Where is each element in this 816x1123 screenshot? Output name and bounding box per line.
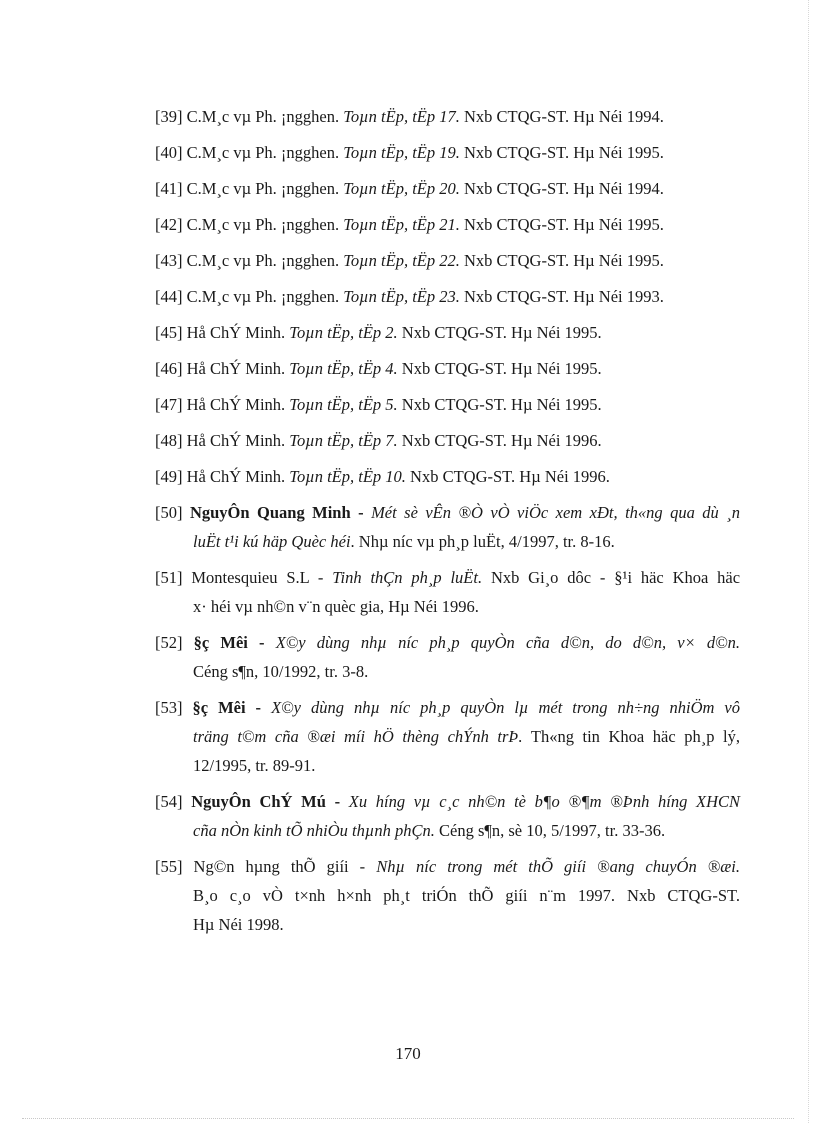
reference-item xyxy=(155,246,740,282)
reference-title: Toµn tËp, tËp 19. xyxy=(343,143,460,162)
reference-author: Ng©n hµng thÕ giíi - xyxy=(193,857,366,876)
reference-author: Hå ChÝ Minh. xyxy=(186,323,286,342)
reference-author: C.M¸c vµ Ph. ¡ngghen. xyxy=(186,143,340,162)
reference-publisher: Th«ng tin Khoa häc ph¸p lý, xyxy=(530,727,740,746)
reference-title: Toµn tËp, tËp 21. xyxy=(343,215,460,234)
reference-number: [46] xyxy=(155,359,183,378)
reference-item xyxy=(155,102,740,138)
reference-title: Toµn tËp, tËp 7. xyxy=(289,431,398,450)
reference-publisher: Céng s¶n, sè 10, 5/1997, tr. 33-36. xyxy=(439,821,666,840)
reference-author: §ç Mêi - xyxy=(192,698,262,717)
reference-number: [53] xyxy=(155,698,183,717)
reference-number: [52] xyxy=(155,633,183,652)
reference-publisher: . Nhµ níc vµ ph¸p luËt, 4/1997, tr. 8-16. xyxy=(350,532,615,551)
reference-author: NguyÔn Quang Minh - xyxy=(189,503,364,522)
reference-line xyxy=(155,628,740,657)
reference-line xyxy=(155,751,740,780)
reference-author: Montesquieu S.L - xyxy=(191,568,324,587)
reference-publisher: Nxb CTQG-ST. Hµ Néi 1994. xyxy=(464,179,664,198)
reference-publisher: Nxb CTQG-ST. Hµ Néi 1994. xyxy=(464,107,664,126)
reference-line xyxy=(155,693,740,722)
reference-author: C.M¸c vµ Ph. ¡ngghen. xyxy=(186,287,340,306)
reference-item xyxy=(155,282,740,318)
reference-author: C.M¸c vµ Ph. ¡ngghen. xyxy=(186,215,340,234)
reference-line xyxy=(155,910,740,939)
reference-author: C.M¸c vµ Ph. ¡ngghen. xyxy=(186,107,340,126)
reference-publisher: Nxb CTQG-ST. Hµ Néi 1995. xyxy=(401,323,602,342)
reference-item xyxy=(155,210,740,246)
reference-number: [49] xyxy=(155,467,183,486)
reference-item xyxy=(155,563,740,621)
reference-number: [45] xyxy=(155,323,183,342)
reference-publisher: B¸o c¸o vÒ t×nh h×nh ph¸t triÓn thÕ giíi n¨m 1997. Nxb CTQG-ST. xyxy=(193,886,740,905)
reference-publisher: 12/1995, tr. 89-91. xyxy=(193,756,316,775)
reference-list xyxy=(155,102,740,946)
reference-author: §ç Mêi - xyxy=(193,633,265,652)
reference-line xyxy=(155,592,740,621)
reference-publisher: Nxb Gi¸o dôc - §¹i häc Khoa häc xyxy=(490,568,741,587)
reference-title: träng t©m cña ®æi míi hÖ thèng chÝnh trÞ. xyxy=(193,727,523,746)
reference-line xyxy=(155,527,740,556)
reference-publisher: Nxb CTQG-ST. Hµ Néi 1996. xyxy=(410,467,610,486)
reference-item xyxy=(155,318,740,354)
reference-title: Mét sè vÊn ®Ò vÒ viÖc xem xÐt, th«ng qua dù ¸n xyxy=(371,503,741,522)
reference-title: Toµn tËp, tËp 2. xyxy=(289,323,398,342)
reference-author: Hå ChÝ Minh. xyxy=(186,431,286,450)
reference-publisher: Hµ Néi 1998. xyxy=(193,915,284,934)
reference-publisher: Céng s¶n, 10/1992, tr. 3-8. xyxy=(193,662,369,681)
reference-item xyxy=(155,628,740,686)
reference-title: Toµn tËp, tËp 4. xyxy=(289,359,398,378)
reference-publisher: Nxb CTQG-ST. Hµ Néi 1995. xyxy=(464,251,664,270)
reference-title: luËt t¹i kú häp Quèc héi xyxy=(193,532,351,551)
reference-number: [47] xyxy=(155,395,183,414)
reference-title: Tinh thÇn ph¸p luËt. xyxy=(332,568,483,587)
reference-number: [42] xyxy=(155,215,183,234)
reference-number: [43] xyxy=(155,251,183,270)
reference-title: Xu híng vµ c¸c nh©n tè b¶o ®¶m ®Þnh híng XHCN xyxy=(348,792,741,811)
reference-title: Toµn tËp, tËp 22. xyxy=(343,251,460,270)
reference-item xyxy=(155,390,740,426)
reference-title: Toµn tËp, tËp 5. xyxy=(289,395,398,414)
reference-author: C.M¸c vµ Ph. ¡ngghen. xyxy=(186,251,340,270)
reference-number: [39] xyxy=(155,107,183,126)
reference-publisher: x· héi vµ nh©n v¨n quèc gia, Hµ Néi 1996. xyxy=(193,597,479,616)
reference-item xyxy=(155,498,740,556)
reference-author: Hå ChÝ Minh. xyxy=(186,467,286,486)
reference-item xyxy=(155,354,740,390)
reference-item xyxy=(155,174,740,210)
reference-title: X©y dùng nhµ níc ph¸p quyÒn lµ mét trong nh÷ng nhiÖm vô xyxy=(271,698,740,717)
reference-item xyxy=(155,852,740,939)
reference-line xyxy=(155,657,740,686)
reference-number: [40] xyxy=(155,143,183,162)
reference-item xyxy=(155,426,740,462)
reference-item xyxy=(155,787,740,845)
reference-publisher: Nxb CTQG-ST. Hµ Néi 1995. xyxy=(464,143,664,162)
reference-title: Toµn tËp, tËp 20. xyxy=(343,179,460,198)
reference-line xyxy=(155,881,740,910)
page-bottom-border xyxy=(22,1118,794,1119)
reference-number: [41] xyxy=(155,179,183,198)
reference-publisher: Nxb CTQG-ST. Hµ Néi 1995. xyxy=(401,395,602,414)
reference-line xyxy=(155,852,740,881)
reference-author: Hå ChÝ Minh. xyxy=(186,395,286,414)
reference-title: X©y dùng nhµ níc ph¸p quyÒn cña d©n, do d©n, v× d©n. xyxy=(275,633,740,652)
reference-line xyxy=(155,722,740,751)
reference-publisher: Nxb CTQG-ST. Hµ Néi 1995. xyxy=(464,215,664,234)
reference-title: cña nÒn kinh tÕ nhiÒu thµnh phÇn. xyxy=(193,821,435,840)
reference-line xyxy=(155,498,740,527)
reference-line xyxy=(155,787,740,816)
reference-publisher: Nxb CTQG-ST. Hµ Néi 1995. xyxy=(401,359,602,378)
page-number: 170 xyxy=(395,1044,421,1063)
reference-publisher: Nxb CTQG-ST. Hµ Néi 1996. xyxy=(401,431,602,450)
reference-title: Toµn tËp, tËp 23. xyxy=(343,287,460,306)
reference-line xyxy=(155,563,740,592)
reference-title: Toµn tËp, tËp 10. xyxy=(289,467,406,486)
reference-line xyxy=(155,816,740,845)
reference-number: [54] xyxy=(155,792,183,811)
reference-author: C.M¸c vµ Ph. ¡ngghen. xyxy=(186,179,340,198)
reference-number: [44] xyxy=(155,287,183,306)
reference-number: [50] xyxy=(155,503,183,522)
reference-number: [55] xyxy=(155,857,183,876)
reference-item xyxy=(155,138,740,174)
reference-number: [51] xyxy=(155,568,183,587)
reference-item xyxy=(155,693,740,780)
page-right-border xyxy=(808,0,809,1123)
reference-author: Hå ChÝ Minh. xyxy=(186,359,286,378)
reference-item xyxy=(155,462,740,498)
reference-author: NguyÔn ChÝ Mú - xyxy=(191,792,341,811)
reference-publisher: Nxb CTQG-ST. Hµ Néi 1993. xyxy=(464,287,664,306)
reference-title: Toµn tËp, tËp 17. xyxy=(343,107,460,126)
reference-number: [48] xyxy=(155,431,183,450)
reference-title: Nhµ níc trong mét thÕ giíi ®ang chuyÓn ®æi. xyxy=(376,857,740,876)
